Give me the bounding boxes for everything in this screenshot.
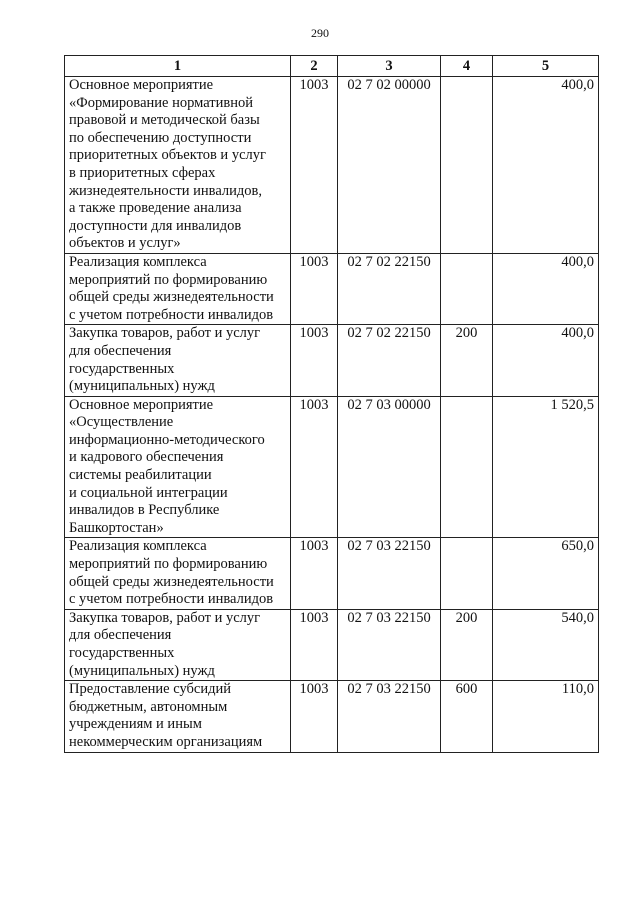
row-name: Предоставление субсидий бюджетным, автономным учреждениям и иным некоммерческим организациям [69, 681, 263, 750]
row-section: 1003 [291, 77, 338, 254]
row-name-cell [65, 609, 291, 680]
row-target-code: 02 7 03 22150 [338, 681, 441, 752]
table-row [65, 681, 599, 752]
row-name-cell [65, 325, 291, 396]
row-section: 1003 [291, 681, 338, 752]
row-amount: 400,0 [493, 253, 599, 324]
row-name: Реализация комплекса мероприятий по формированию общей среды жизнедеятельности с учетом потребности инвалидов [69, 538, 274, 608]
row-expense-type: 200 [441, 609, 493, 680]
row-section: 1003 [291, 396, 338, 538]
row-target-code: 02 7 03 22150 [338, 609, 441, 680]
column-header-4: 4 [441, 56, 493, 77]
row-name: Закупка товаров, работ и услуг для обеспечения государственных (муниципальных) нужд [69, 325, 261, 395]
row-expense-type: 200 [441, 325, 493, 396]
row-target-code: 02 7 03 22150 [338, 538, 441, 609]
row-amount: 1 520,5 [493, 396, 599, 538]
table-row [65, 253, 599, 324]
row-target-code: 02 7 03 00000 [338, 396, 441, 538]
table-row [65, 77, 599, 254]
header-row [65, 56, 599, 77]
row-amount: 540,0 [493, 609, 599, 680]
row-name-cell [65, 253, 291, 324]
column-header-5: 5 [493, 56, 599, 77]
column-header-2: 2 [291, 56, 338, 77]
column-header-3: 3 [338, 56, 441, 77]
row-amount: 400,0 [493, 77, 599, 254]
page-number: 290 [311, 26, 329, 40]
row-name-cell [65, 77, 291, 254]
row-section: 1003 [291, 253, 338, 324]
table-row [65, 609, 599, 680]
row-name-cell [65, 538, 291, 609]
table-row [65, 396, 599, 538]
row-section: 1003 [291, 325, 338, 396]
column-header-1: 1 [65, 56, 291, 77]
row-expense-type [441, 538, 493, 609]
row-amount: 650,0 [493, 538, 599, 609]
row-name: Реализация комплекса мероприятий по формированию общей среды жизнедеятельности с учетом потребности инвалидов [69, 253, 274, 323]
row-target-code: 02 7 02 22150 [338, 253, 441, 324]
table-row [65, 538, 599, 609]
row-target-code: 02 7 02 00000 [338, 77, 441, 254]
row-expense-type [441, 77, 493, 254]
row-target-code: 02 7 02 22150 [338, 325, 441, 396]
row-name-cell [65, 681, 291, 752]
budget-table [64, 55, 599, 753]
row-section: 1003 [291, 538, 338, 609]
table-row [65, 325, 599, 396]
row-name-cell [65, 396, 291, 538]
row-name: Основное мероприятие «Формирование нормативной правовой и методической базы по обеспечению доступности приоритетных объектов и услуг в приоритетных сферах жизнедеятельности инвалидов, а также проведение анализа доступности для инвалидов объектов и услуг» [69, 77, 266, 252]
row-expense-type [441, 396, 493, 538]
row-amount: 110,0 [493, 681, 599, 752]
row-amount: 400,0 [493, 325, 599, 396]
row-section: 1003 [291, 609, 338, 680]
row-name: Основное мероприятие «Осуществление информационно-методического и кадрового обеспечения системы реабилитации и социальной интеграции инвалидов в Республике Башкортостан» [69, 396, 265, 536]
row-expense-type [441, 253, 493, 324]
row-expense-type: 600 [441, 681, 493, 752]
row-name: Закупка товаров, работ и услуг для обеспечения государственных (муниципальных) нужд [69, 609, 261, 679]
